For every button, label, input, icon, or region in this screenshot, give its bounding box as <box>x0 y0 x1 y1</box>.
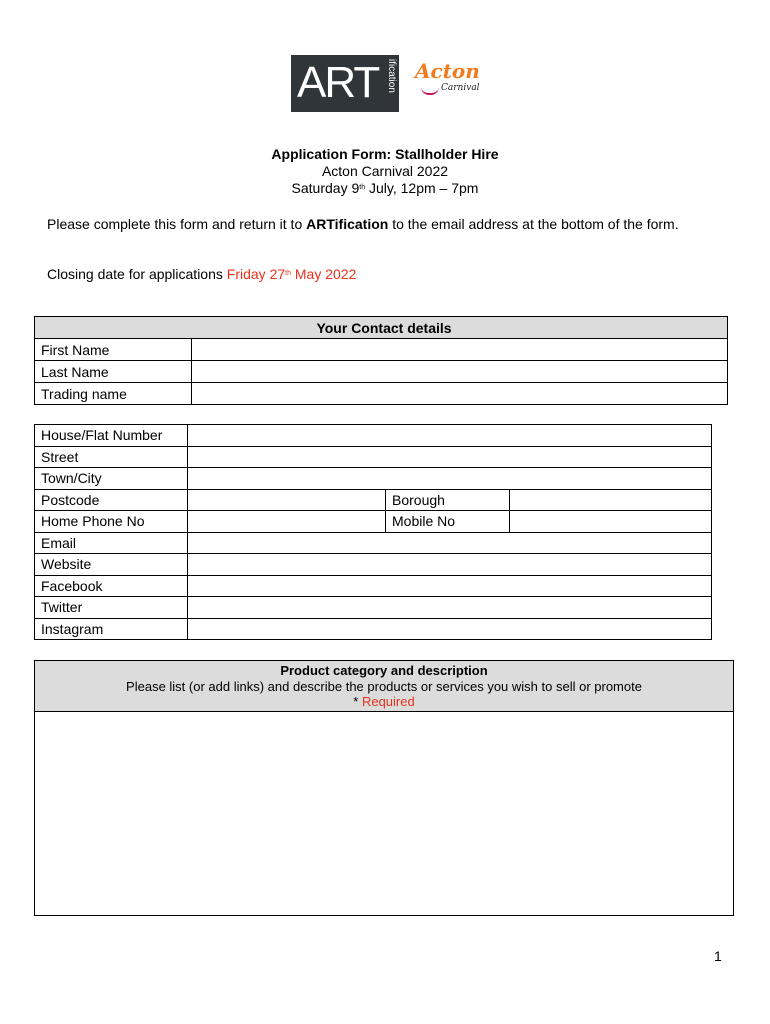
closing-day-suffix: th <box>285 270 291 277</box>
event-date-rest: July, 12pm – 7pm <box>365 180 479 196</box>
website-field[interactable] <box>188 554 712 576</box>
postcode-field[interactable] <box>188 489 386 511</box>
product-instruction: Please list (or add links) and describe the products or services you wish to sell or promote <box>126 678 642 694</box>
art-logo-text: ART <box>297 58 379 107</box>
mobile-field[interactable] <box>510 511 712 533</box>
email-field[interactable] <box>188 532 712 554</box>
town-field[interactable] <box>188 468 712 490</box>
borough-field[interactable] <box>510 489 712 511</box>
last-name-field[interactable] <box>192 361 728 383</box>
house-field[interactable] <box>188 425 712 447</box>
home-phone-label: Home Phone No <box>35 511 188 533</box>
first-name-label: First Name <box>35 339 192 361</box>
intro-text-end: to the email address at the bottom of the form. <box>388 216 679 232</box>
acton-logo-text: Acton <box>415 59 480 83</box>
first-name-field[interactable] <box>192 339 728 361</box>
borough-label: Borough <box>386 489 510 511</box>
contact-header: Your Contact details <box>35 317 728 339</box>
house-label: House/Flat Number <box>35 425 188 447</box>
intro-paragraph <box>47 216 727 233</box>
page-number: 1 <box>714 948 722 964</box>
form-title: Application Form: Stallholder Hire <box>271 146 499 162</box>
facebook-label: Facebook <box>35 575 188 597</box>
event-date-suffix: th <box>359 184 366 191</box>
twitter-label: Twitter <box>35 597 188 619</box>
website-label: Website <box>35 554 188 576</box>
required-star: * <box>353 694 362 709</box>
acton-carnival-logo <box>413 59 483 99</box>
address-table <box>34 424 712 640</box>
event-date-day: Saturday 9 <box>291 180 360 196</box>
artification-logo <box>291 55 399 112</box>
product-description-field[interactable] <box>35 711 734 915</box>
header-logos <box>291 55 483 112</box>
event-date <box>0 180 770 197</box>
mobile-label: Mobile No <box>386 511 510 533</box>
email-label: Email <box>35 532 188 554</box>
art-logo-suffix: ification <box>386 59 397 93</box>
closing-date <box>47 266 356 283</box>
required-label: Required <box>361 694 415 709</box>
street-field[interactable] <box>188 446 712 468</box>
instagram-field[interactable] <box>188 618 712 640</box>
closing-date-value <box>227 266 357 282</box>
event-name: Acton Carnival 2022 <box>321 163 449 179</box>
closing-month: May 2022 <box>290 266 357 282</box>
form-heading <box>0 146 770 197</box>
home-phone-field[interactable] <box>188 511 386 533</box>
product-title: Product category and description <box>280 663 488 678</box>
closing-label: Closing date for applications <box>47 266 227 282</box>
intro-text: Please complete this form and return it to <box>47 216 307 232</box>
closing-day: Friday 27 <box>226 266 286 282</box>
instagram-label: Instagram <box>35 618 188 640</box>
contact-details-table <box>34 316 728 405</box>
street-label: Street <box>35 446 188 468</box>
postcode-label: Postcode <box>35 489 188 511</box>
carnival-logo-text: Carnival <box>441 83 480 93</box>
trading-name-label: Trading name <box>35 383 192 405</box>
wave-icon <box>421 87 439 95</box>
product-table <box>34 660 734 916</box>
twitter-field[interactable] <box>188 597 712 619</box>
trading-name-field[interactable] <box>192 383 728 405</box>
last-name-label: Last Name <box>35 361 192 383</box>
facebook-field[interactable] <box>188 575 712 597</box>
intro-org-name: ARTification <box>306 216 389 232</box>
town-label: Town/City <box>35 468 188 490</box>
product-header <box>35 661 734 712</box>
